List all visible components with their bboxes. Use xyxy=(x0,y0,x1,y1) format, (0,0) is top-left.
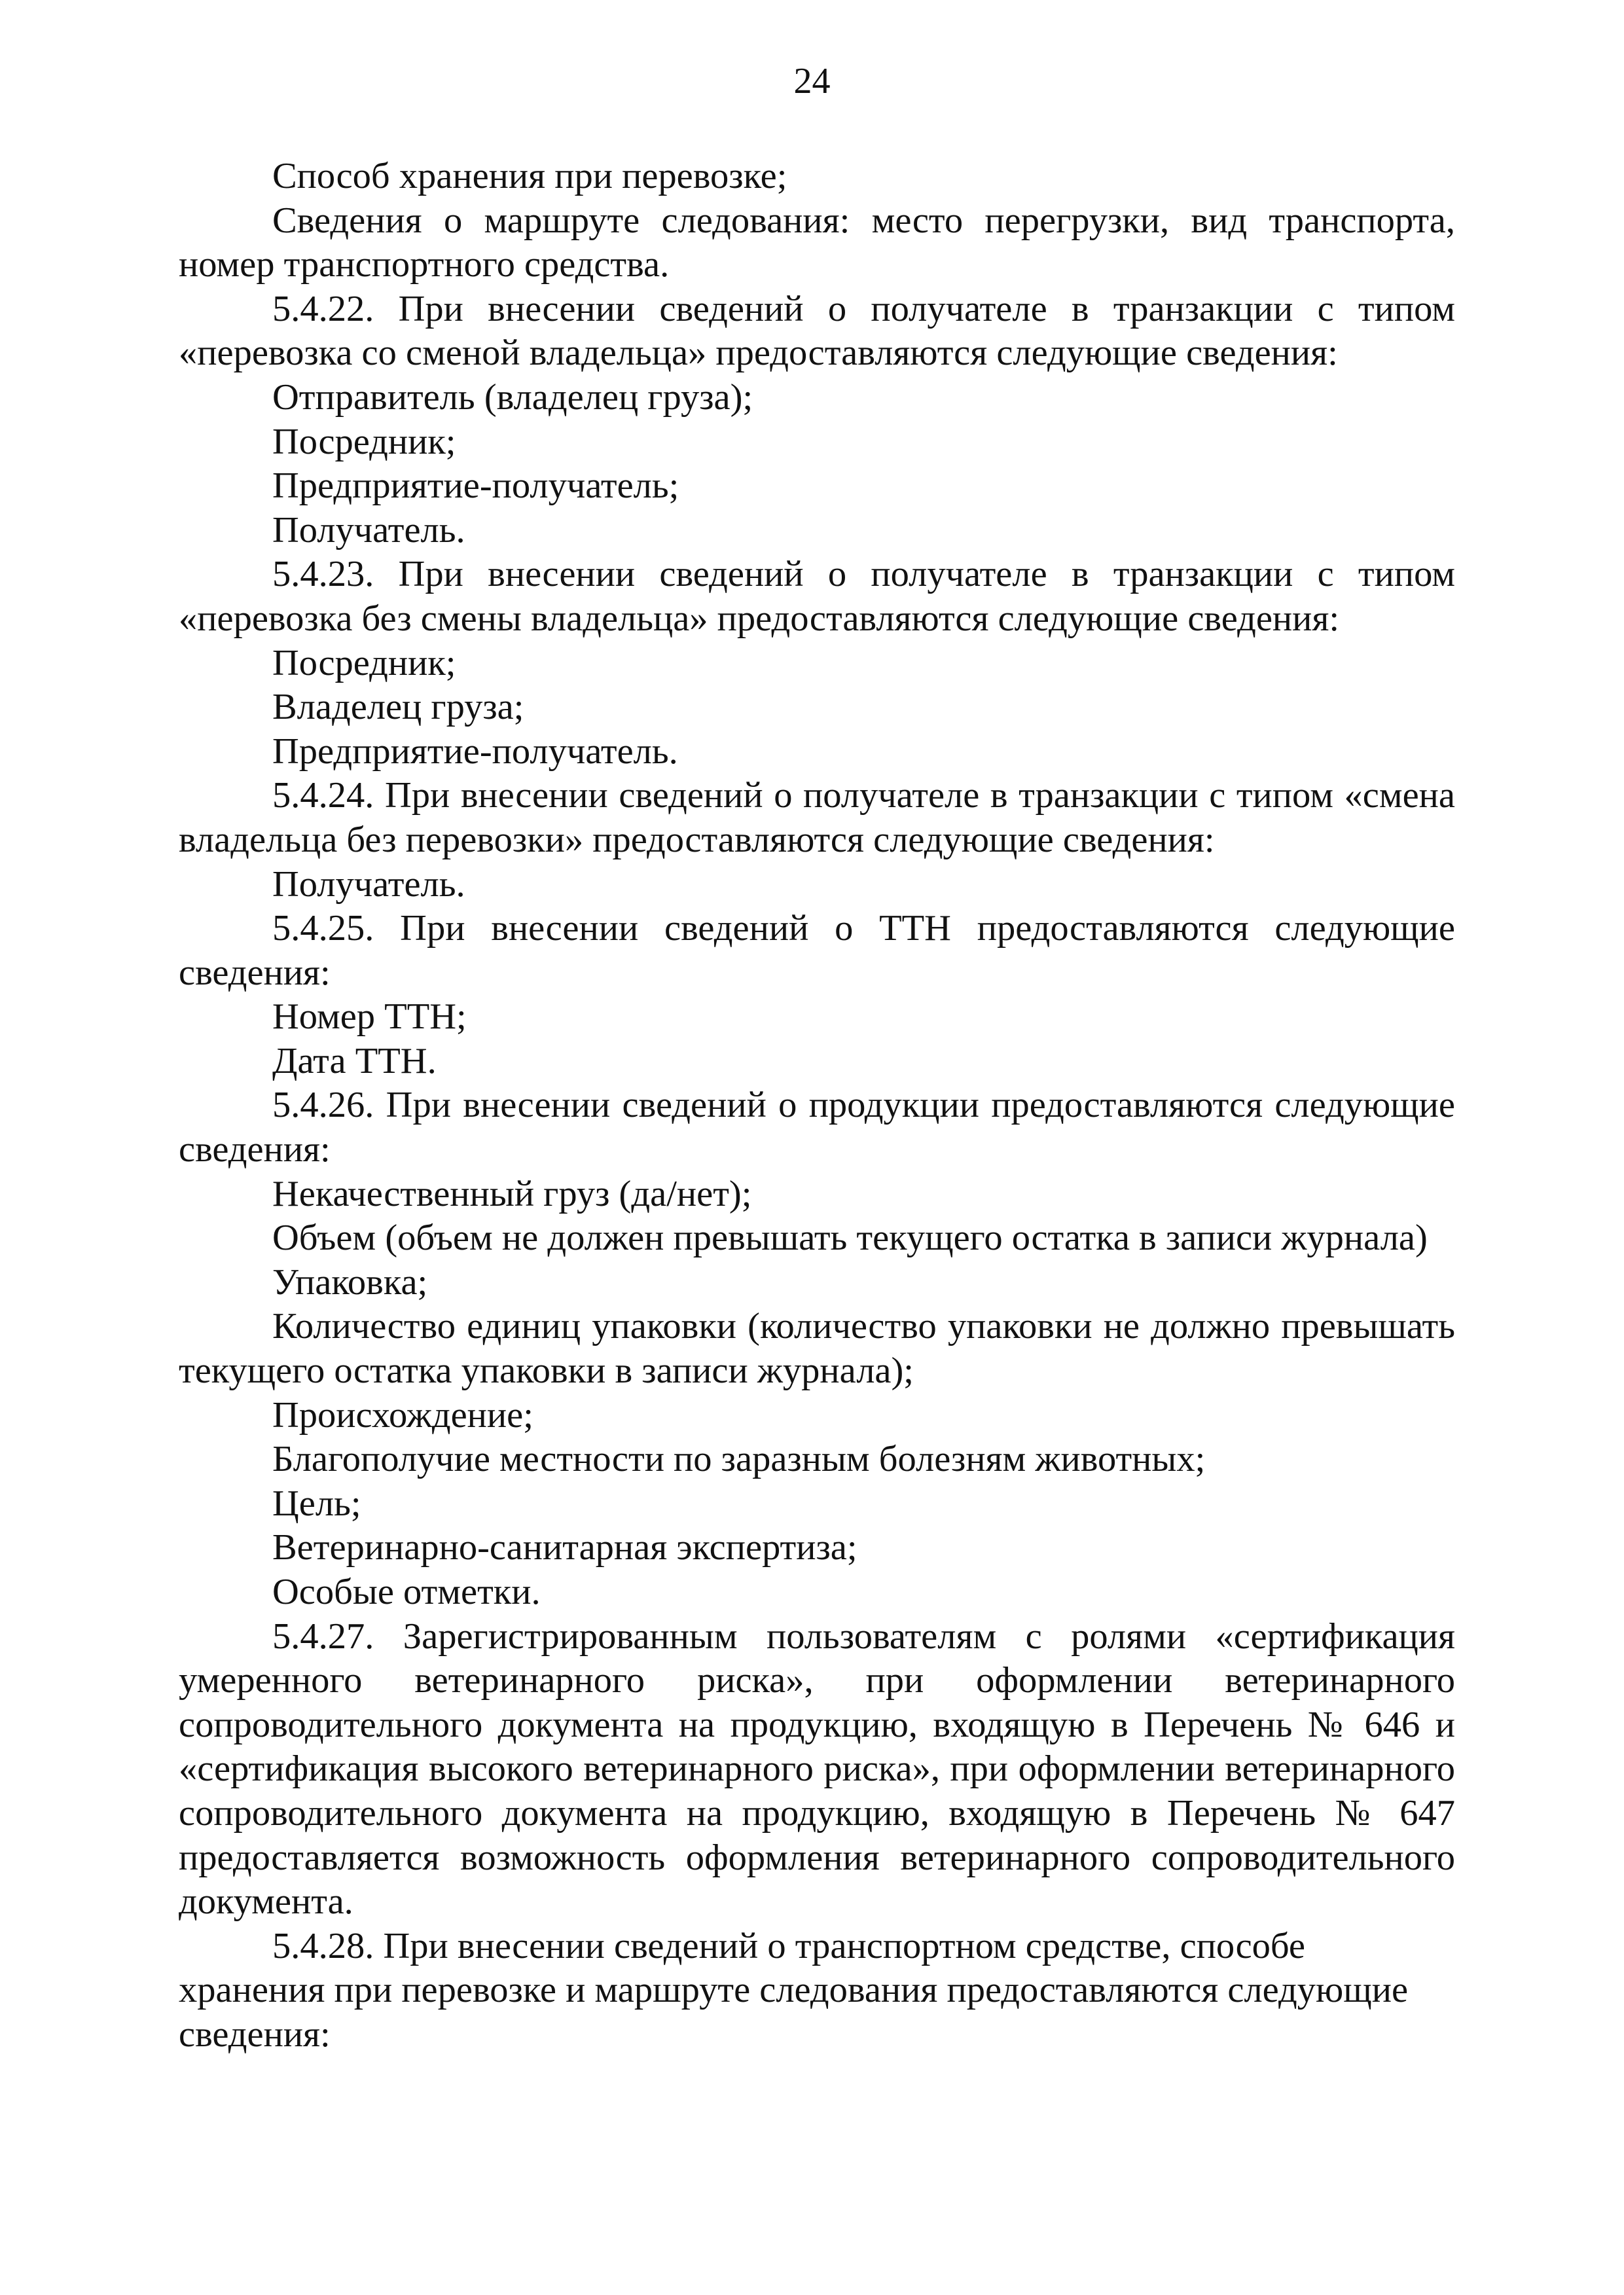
list-item: Происхождение; xyxy=(272,1394,533,1436)
list-item: Дата ТТН. xyxy=(272,1040,437,1081)
list-item: Некачественный груз (да/нет); xyxy=(272,1173,752,1214)
list-item: Предприятие-получатель. xyxy=(272,731,678,772)
list-item: Предприятие-получатель; xyxy=(272,465,679,507)
list-item: Количество единиц упаковки (количество упаковки не должно превышать текущего остатка упаковки в записи журнала); xyxy=(179,1306,1455,1392)
paragraph: 5.4.28. При внесении сведений о транспортном средстве, способе хранения при перевозке и маршруте следования предоставляются следующие сведения: xyxy=(179,1925,1409,2055)
list-item: Особые отметки. xyxy=(272,1572,541,1612)
paragraph: Способ хранения при перевозке; xyxy=(272,156,787,196)
list-item: Владелец груза; xyxy=(272,687,524,728)
paragraph: Сведения о маршруте следования: место перегрузки, вид транспорта, номер транспортного средства. xyxy=(179,200,1455,285)
document-body xyxy=(179,154,1455,2057)
list-item: Упаковка; xyxy=(272,1261,428,1303)
paragraph: 5.4.24. При внесении сведений о получателе в транзакции с типом «смена владельца без перевозки» предоставляются следующие сведения: xyxy=(179,775,1455,860)
list-item: Цель; xyxy=(272,1483,361,1524)
list-item: Посредник; xyxy=(272,421,456,462)
list-item: Получатель. xyxy=(272,509,465,551)
page-number: 24 xyxy=(793,61,831,101)
list-item: Объем (объем не должен превышать текущего остатка в записи журнала) xyxy=(272,1218,1428,1259)
paragraph: 5.4.27. Зарегистрированным пользователям с ролями «сертификация умеренного ветеринарного риска», при оформлении ветеринарного сопроводительного документа на продукцию, входящую в Перечень № 646 и «сертификация высокого ветеринарного риска», при оформлении ветеринарного сопроводительного документа на продукцию, входящую в Перечень № 647 предоставляется возможность оформления ветеринарного сопроводительного документа. xyxy=(179,1616,1455,1923)
list-item: Отправитель (владелец груза); xyxy=(272,376,753,418)
paragraph: 5.4.22. При внесении сведений о получателе в транзакции с типом «перевозка со сменой владельца» предоставляются следующие сведения: xyxy=(179,288,1455,374)
list-item: Посредник; xyxy=(272,642,456,683)
list-item: Благополучие местности по заразным болезням животных; xyxy=(272,1439,1206,1480)
paragraph: 5.4.25. При внесении сведений о ТТН предоставляются следующие сведения: xyxy=(179,908,1455,993)
paragraph: 5.4.26. При внесении сведений о продукции предоставляются следующие сведения: xyxy=(179,1085,1455,1170)
list-item: Ветеринарно-санитарная экспертиза; xyxy=(272,1527,857,1568)
list-item: Получатель. xyxy=(272,863,465,905)
list-item: Номер ТТН; xyxy=(272,996,467,1038)
paragraph: 5.4.23. При внесении сведений о получателе в транзакции с типом «перевозка без смены владельца» предоставляются следующие сведения: xyxy=(179,554,1455,639)
